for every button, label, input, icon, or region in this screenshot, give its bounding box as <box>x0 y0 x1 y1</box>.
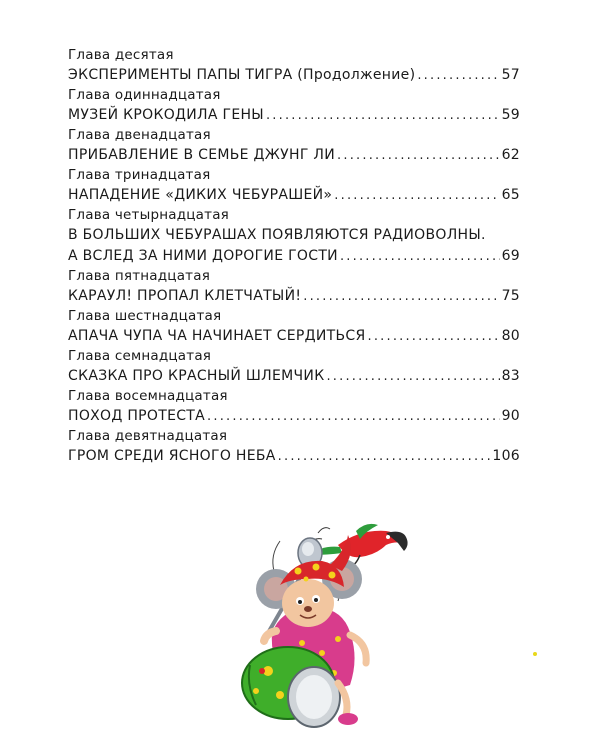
cartoon-illustration <box>210 515 430 740</box>
chapter-title: ГРОМ СРЕДИ ЯСНОГО НЕБА <box>68 448 276 464</box>
toc-entry[interactable] <box>68 267 520 307</box>
toc-line[interactable] <box>68 446 520 467</box>
page-number: 62 <box>501 147 520 163</box>
dot-leader <box>266 105 500 126</box>
toc-line[interactable] <box>68 406 520 427</box>
chapter-title: А ВСЛЕД ЗА НИМИ ДОРОГИЕ ГОСТИ <box>68 248 338 264</box>
chapter-label: Глава четырнадцатая <box>68 207 229 223</box>
dot-leader <box>207 406 500 427</box>
toc-entry[interactable] <box>68 86 520 126</box>
page-number: 106 <box>492 448 520 464</box>
toc-line[interactable] <box>68 105 520 126</box>
dot-leader <box>326 366 499 387</box>
chapter-label: Глава десятая <box>68 47 174 63</box>
chapter-label: Глава девятнадцатая <box>68 428 228 444</box>
toc-entry[interactable] <box>68 427 520 467</box>
page-number: 65 <box>501 187 520 203</box>
toc-line[interactable] <box>68 65 520 86</box>
table-of-contents <box>68 46 520 467</box>
page-number: 80 <box>501 328 520 344</box>
chapter-label: Глава одиннадцатая <box>68 87 221 103</box>
chapter-title: ПРИБАВЛЕНИЕ В СЕМЬЕ ДЖУНГ ЛИ <box>68 147 336 163</box>
dot-leader <box>340 246 500 267</box>
toc-line[interactable] <box>68 145 520 166</box>
dot-leader <box>337 145 500 166</box>
toc-entry[interactable] <box>68 347 520 387</box>
toc-entry[interactable] <box>68 307 520 347</box>
dot-leader <box>334 185 499 206</box>
dot-leader <box>303 286 499 307</box>
page-number: 69 <box>501 248 520 264</box>
toc-line[interactable] <box>68 366 520 387</box>
chapter-title: ПОХОД ПРОТЕСТА <box>68 408 206 424</box>
decorative-dot <box>533 652 537 656</box>
chapter-label: Глава двенадцатая <box>68 127 211 143</box>
toc-line[interactable] <box>68 225 520 246</box>
toc-entry[interactable] <box>68 387 520 427</box>
dot-leader <box>417 65 499 86</box>
chapter-title: В БОЛЬШИХ ЧЕБУРАШАХ ПОЯВЛЯЮТСЯ РАДИОВОЛНЫ. <box>68 227 486 243</box>
chapter-title: НАПАДЕНИЕ «ДИКИХ ЧЕБУРАШЕЙ» <box>68 187 333 203</box>
chapter-label: Глава пятнадцатая <box>68 268 211 284</box>
toc-entry[interactable] <box>68 166 520 206</box>
chapter-label: Глава семнадцатая <box>68 348 212 364</box>
toc-line[interactable] <box>68 185 520 206</box>
dot-leader <box>367 326 499 347</box>
chapter-title: АПАЧА ЧУПА ЧА НАЧИНАЕТ СЕРДИТЬСЯ <box>68 328 366 344</box>
page-number: 59 <box>501 107 520 123</box>
chapter-label: Глава тринадцатая <box>68 167 211 183</box>
page-number: 90 <box>501 408 520 424</box>
page-number: 75 <box>501 288 520 304</box>
toc-entry[interactable] <box>68 206 520 267</box>
chapter-title: КАРАУЛ! ПРОПАЛ КЛЕТЧАТЫЙ! <box>68 288 302 304</box>
chapter-label: Глава восемнадцатая <box>68 388 228 404</box>
page-number: 83 <box>501 368 520 384</box>
toc-line[interactable] <box>68 326 520 347</box>
toc-entry[interactable] <box>68 126 520 166</box>
chapter-title: ЭКСПЕРИМЕНТЫ ПАПЫ ТИГРА (Продолжение) <box>68 67 416 83</box>
toc-entry[interactable] <box>68 46 520 86</box>
page-number: 57 <box>501 67 520 83</box>
toc-line[interactable] <box>68 246 520 267</box>
chapter-title: СКАЗКА ПРО КРАСНЫЙ ШЛЕМЧИК <box>68 368 325 384</box>
chapter-label: Глава шестнадцатая <box>68 308 222 324</box>
dot-leader <box>278 446 491 467</box>
toc-line[interactable] <box>68 286 520 307</box>
chapter-title: МУЗЕЙ КРОКОДИЛА ГЕНЫ <box>68 107 264 123</box>
